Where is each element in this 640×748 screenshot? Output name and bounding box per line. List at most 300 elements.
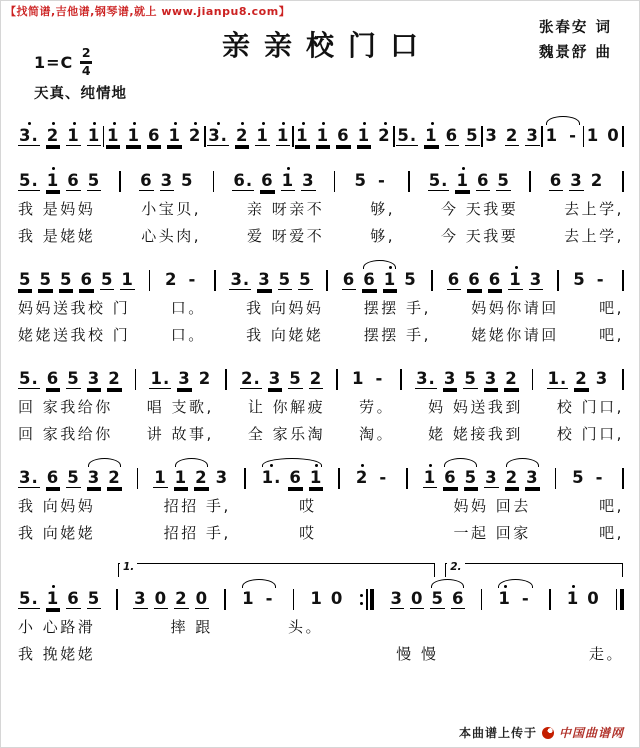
lyric-segment: 去上学, bbox=[564, 200, 624, 218]
lyric-row-verse-1 bbox=[18, 299, 624, 318]
measure bbox=[547, 369, 610, 389]
note: 5 bbox=[67, 369, 80, 388]
note: 1 bbox=[383, 270, 397, 289]
lyric-row-verse-1 bbox=[18, 200, 624, 219]
note: 2 bbox=[165, 270, 178, 289]
measure bbox=[571, 468, 607, 487]
barline-thin bbox=[622, 468, 624, 489]
barline-thin bbox=[119, 171, 121, 192]
volta-ending-label: 1. bbox=[120, 561, 137, 574]
repeat-dots bbox=[360, 594, 363, 605]
lyric-segment: 我 向妈妈 bbox=[246, 299, 324, 317]
expression-marking: 天真、纯情地 bbox=[34, 86, 127, 102]
lyric-segment: 吧, bbox=[599, 299, 624, 317]
measure bbox=[229, 270, 312, 290]
time-signature-denominator: 4 bbox=[81, 63, 91, 78]
barline-thin bbox=[204, 126, 206, 147]
barline bbox=[103, 126, 105, 147]
lyric-segment: 我 挽姥姥 bbox=[18, 645, 96, 663]
note: - bbox=[188, 270, 197, 289]
barline-thick bbox=[370, 589, 374, 610]
barline bbox=[583, 126, 585, 147]
barline bbox=[225, 369, 227, 390]
note: 1 bbox=[281, 171, 295, 190]
note: 3 bbox=[215, 468, 229, 487]
barline bbox=[532, 369, 534, 390]
barline bbox=[622, 369, 624, 390]
note: 3 bbox=[570, 171, 583, 190]
barline bbox=[336, 369, 338, 390]
measure bbox=[545, 126, 581, 145]
note: 1 bbox=[351, 369, 365, 388]
lyric-segment: 今 天我要 bbox=[440, 227, 519, 245]
note: 2 bbox=[575, 369, 588, 388]
barline bbox=[293, 589, 295, 610]
lyric-segment: 妈妈 回去 bbox=[453, 497, 531, 515]
lyric-segment: 招招 手, bbox=[163, 524, 231, 542]
note: 1 bbox=[357, 126, 371, 145]
barline-thin bbox=[149, 270, 151, 291]
note: 6. bbox=[233, 171, 254, 190]
note: - bbox=[379, 468, 388, 487]
note: 2 bbox=[195, 468, 208, 487]
lyric-segment: 让 你解疲 bbox=[247, 398, 326, 416]
barline bbox=[529, 171, 531, 192]
lyric-segment: 哎 bbox=[299, 524, 317, 542]
notation-row bbox=[18, 580, 624, 610]
measure bbox=[106, 126, 202, 146]
time-signature bbox=[80, 46, 92, 79]
note: 5 bbox=[87, 589, 101, 608]
note: 0 bbox=[330, 589, 344, 608]
site-name: 中国曲谱网 bbox=[558, 726, 624, 740]
barline-thin bbox=[225, 369, 227, 390]
barline bbox=[481, 589, 483, 610]
score-system bbox=[18, 162, 624, 246]
note: 6 bbox=[261, 171, 274, 190]
barline-thin bbox=[336, 369, 338, 390]
note: - bbox=[265, 589, 274, 608]
lyric-segment: 回 家我给你 bbox=[18, 425, 113, 443]
lyric-segment: 姥姥你请回 bbox=[471, 326, 559, 344]
barline bbox=[338, 468, 340, 489]
note: 2 bbox=[46, 126, 60, 145]
note: - bbox=[377, 171, 386, 190]
lyric-row-verse-1 bbox=[18, 398, 624, 417]
lyric-segment: 姥姥送我校 门 bbox=[18, 326, 131, 344]
barline-thin bbox=[481, 126, 483, 147]
note: 5 bbox=[59, 270, 73, 289]
barline bbox=[244, 468, 246, 489]
note: 3. bbox=[416, 369, 436, 388]
barline bbox=[213, 171, 215, 192]
barline-thin bbox=[532, 369, 534, 390]
footer bbox=[459, 724, 624, 741]
slur bbox=[497, 589, 533, 608]
barline bbox=[119, 171, 121, 192]
lyric-segment: 吧, bbox=[599, 497, 624, 515]
note: 5 bbox=[466, 126, 479, 145]
note: 1 bbox=[509, 270, 522, 289]
lyric-row-verse-2 bbox=[18, 524, 624, 543]
site-logo-icon bbox=[542, 727, 554, 739]
note: 1 bbox=[498, 589, 511, 608]
note: 5 bbox=[497, 171, 510, 190]
measure bbox=[353, 171, 389, 190]
measure bbox=[390, 589, 466, 609]
note: 6 bbox=[46, 468, 60, 487]
lyric-segment: 口。 bbox=[170, 326, 206, 344]
barline bbox=[557, 270, 559, 291]
volta-ending-bracket bbox=[445, 563, 623, 577]
note: 2 bbox=[188, 126, 202, 145]
barline bbox=[214, 270, 216, 291]
note: 6 bbox=[140, 171, 153, 190]
measure bbox=[415, 369, 519, 389]
note: 6 bbox=[488, 270, 502, 289]
measure bbox=[396, 126, 479, 146]
score-header bbox=[0, 0, 640, 102]
barline bbox=[224, 589, 226, 610]
note: 2 bbox=[108, 468, 121, 487]
note: 6 bbox=[549, 171, 563, 190]
note: 1 bbox=[67, 126, 80, 145]
measure bbox=[207, 126, 290, 146]
note: 3 bbox=[87, 468, 101, 487]
note: 2 bbox=[198, 369, 212, 388]
note: 1 bbox=[566, 589, 580, 608]
lyric-segment: 去上学, bbox=[564, 227, 624, 245]
credits bbox=[539, 16, 612, 66]
note: 3 bbox=[484, 369, 498, 388]
note: 1 bbox=[87, 126, 101, 145]
barline bbox=[481, 126, 483, 147]
lyric-row-verse-2 bbox=[18, 645, 624, 664]
note: 0 bbox=[411, 589, 424, 608]
note: 1 bbox=[46, 171, 60, 190]
measure bbox=[549, 171, 604, 191]
note: 3 bbox=[87, 369, 101, 388]
score-system bbox=[18, 117, 624, 147]
note: 2 bbox=[590, 171, 604, 190]
lyric-segment: 我 向姥姥 bbox=[18, 524, 96, 542]
note: 0 bbox=[195, 589, 209, 608]
lyric-segment: 哎 bbox=[299, 497, 317, 515]
lyric-row-verse-2 bbox=[18, 227, 624, 246]
notation-row bbox=[18, 360, 624, 390]
barline bbox=[204, 126, 206, 147]
measure bbox=[139, 171, 194, 191]
lyric-segment: 心头肉, bbox=[141, 227, 202, 245]
note: 5 bbox=[354, 171, 367, 190]
key-time-row bbox=[34, 46, 92, 79]
barline-thin bbox=[214, 270, 216, 291]
note: 1 bbox=[456, 171, 469, 190]
note: 0 bbox=[154, 589, 168, 608]
lyric-segment: 爱 呀爱不 bbox=[246, 227, 325, 245]
barline-thin bbox=[549, 589, 551, 610]
lyric-segment: 亲 呀亲不 bbox=[246, 200, 325, 218]
note: 1 bbox=[46, 589, 60, 608]
note: 6 bbox=[476, 171, 490, 190]
note: 3 bbox=[302, 171, 315, 190]
note: 6 bbox=[468, 270, 481, 289]
watermark-text: 【找简谱,吉他谱,钢琴谱,就上 www.jianpu8.com】 bbox=[5, 5, 291, 18]
note: 5. bbox=[19, 369, 39, 388]
lyric-segment: 口。 bbox=[170, 299, 206, 317]
note: - bbox=[595, 468, 604, 487]
slur bbox=[443, 468, 478, 488]
lyricist-credit: 张春安 词 bbox=[538, 20, 612, 36]
measure bbox=[133, 589, 209, 609]
note: 2 bbox=[235, 126, 249, 145]
lyric-segment: 小 心路滑 bbox=[18, 618, 96, 636]
note: 3 bbox=[529, 270, 543, 289]
lyric-row-verse-2 bbox=[18, 326, 624, 345]
measure bbox=[342, 270, 418, 290]
slur bbox=[362, 270, 397, 290]
lyric-segment: 摆摆 手, bbox=[363, 299, 431, 317]
barline-thin bbox=[334, 171, 336, 192]
note: 2 bbox=[309, 369, 323, 388]
note: 6 bbox=[337, 126, 350, 145]
volta-ending-label: 2. bbox=[447, 561, 464, 574]
note: 5 bbox=[289, 369, 302, 388]
note: 0 bbox=[587, 589, 600, 608]
note: 5 bbox=[39, 270, 52, 289]
barline bbox=[622, 126, 624, 147]
slur bbox=[430, 589, 465, 609]
measure bbox=[423, 468, 540, 488]
measure bbox=[586, 126, 621, 145]
barline-thin bbox=[224, 589, 226, 610]
note: 6 bbox=[80, 270, 93, 289]
lyric-segment: 全 家乐淘 bbox=[247, 425, 326, 443]
note: 2. bbox=[240, 369, 261, 388]
measure bbox=[18, 589, 101, 609]
lyric-segment: 我 是妈妈 bbox=[18, 200, 96, 218]
final-barline bbox=[616, 589, 624, 610]
note: 3 bbox=[526, 468, 539, 487]
note: 6 bbox=[451, 589, 465, 608]
measure bbox=[164, 270, 200, 289]
note: - bbox=[375, 369, 384, 388]
measure bbox=[232, 171, 315, 191]
lyric-segment: 今 天我要 bbox=[440, 200, 519, 218]
barline-thin bbox=[400, 369, 402, 390]
barline-thin bbox=[292, 126, 294, 147]
barline bbox=[326, 270, 328, 291]
barline-thin bbox=[622, 270, 624, 291]
barline-thin bbox=[622, 171, 624, 192]
measure bbox=[149, 369, 212, 389]
note: 1 bbox=[316, 126, 330, 145]
note: 5 bbox=[87, 171, 101, 190]
barline bbox=[541, 126, 543, 147]
barline bbox=[408, 171, 410, 192]
lyric-segment: 妈妈送我校 门 bbox=[18, 299, 131, 317]
barline bbox=[149, 270, 151, 291]
slur bbox=[545, 126, 581, 145]
measure bbox=[484, 126, 539, 146]
barline-thin bbox=[103, 126, 105, 147]
note: - bbox=[596, 270, 605, 289]
notation-row bbox=[18, 117, 624, 147]
note: 6 bbox=[46, 369, 60, 388]
lyric-segment: 走。 bbox=[588, 645, 624, 663]
measure bbox=[497, 589, 533, 608]
lyric-segment: 小宝贝, bbox=[141, 200, 202, 218]
barline-thin bbox=[116, 589, 118, 610]
barline-thin bbox=[583, 126, 585, 147]
note: 5. bbox=[397, 126, 418, 145]
measure bbox=[309, 589, 344, 608]
lyric-segment: 校 门口, bbox=[556, 398, 624, 416]
measure bbox=[351, 369, 387, 388]
barline-thin bbox=[326, 270, 328, 291]
upload-note: 本曲谱上传于 bbox=[458, 726, 537, 740]
volta-ending-bracket bbox=[118, 563, 435, 577]
lyric-segment: 吧, bbox=[599, 326, 624, 344]
lyric-segment: 摆摆 手, bbox=[363, 326, 431, 344]
lyric-segment: 头。 bbox=[288, 618, 324, 636]
note: 6 bbox=[444, 468, 457, 487]
note: 2 bbox=[108, 369, 121, 388]
note: 3 bbox=[485, 468, 498, 487]
note: 1 bbox=[586, 126, 600, 145]
note: 1 bbox=[106, 126, 120, 145]
lyric-segment: 够, bbox=[370, 200, 395, 218]
measure bbox=[355, 468, 391, 487]
barline-thin bbox=[244, 468, 246, 489]
repeat-barline bbox=[360, 589, 375, 610]
note: 1. bbox=[261, 468, 282, 487]
barline-thin bbox=[431, 270, 433, 291]
barline bbox=[116, 589, 118, 610]
note: 1 bbox=[423, 468, 437, 487]
lyric-segment: 够, bbox=[370, 227, 395, 245]
note: 6 bbox=[447, 270, 461, 289]
barline-thin bbox=[406, 468, 408, 489]
slur bbox=[261, 468, 324, 488]
note: 3 bbox=[390, 589, 403, 608]
measure bbox=[572, 270, 608, 289]
lyric-segment: 招招 手, bbox=[163, 497, 231, 515]
song-title: 亲亲校门口 bbox=[221, 29, 433, 62]
lyric-segment: 姥 姥接我到 bbox=[428, 425, 523, 443]
measure bbox=[18, 126, 101, 146]
note: 1 bbox=[121, 270, 134, 289]
note: 1 bbox=[425, 126, 438, 145]
note: 6 bbox=[147, 126, 161, 145]
lyric-segment: 我 是姥姥 bbox=[18, 227, 96, 245]
measure bbox=[18, 468, 122, 488]
score-system bbox=[18, 261, 624, 345]
lyric-segment: 校 门口, bbox=[556, 425, 624, 443]
note: 5 bbox=[278, 270, 292, 289]
note: 1. bbox=[150, 369, 171, 388]
note: 6 bbox=[445, 126, 459, 145]
barline-thin bbox=[408, 171, 410, 192]
time-signature-numerator: 2 bbox=[81, 45, 91, 60]
barline-thin bbox=[555, 468, 557, 489]
note: 1 bbox=[256, 126, 269, 145]
lyric-row-verse-1 bbox=[18, 618, 624, 637]
barline bbox=[622, 270, 624, 291]
barline-thin bbox=[481, 589, 483, 610]
barline bbox=[406, 468, 408, 489]
note: 3 bbox=[268, 369, 282, 388]
lyric-segment: 吧, bbox=[599, 524, 624, 542]
measure bbox=[18, 369, 122, 389]
note: 5 bbox=[100, 270, 114, 289]
note: 1 bbox=[154, 468, 167, 487]
slur bbox=[241, 589, 277, 608]
note: 2 bbox=[175, 589, 188, 608]
notation-row bbox=[18, 162, 624, 192]
note: 2 bbox=[505, 126, 519, 145]
barline-thin bbox=[541, 126, 543, 147]
measure bbox=[241, 589, 277, 608]
note: 1 bbox=[168, 126, 181, 145]
barline-thin bbox=[622, 126, 624, 147]
measure bbox=[428, 171, 511, 191]
note: 5 bbox=[464, 468, 478, 487]
note: 1 bbox=[127, 126, 140, 145]
note: 6 bbox=[342, 270, 356, 289]
barline bbox=[135, 369, 137, 390]
lyric-segment: 妈 妈送我到 bbox=[428, 398, 523, 416]
lyric-segment: 摔 跟 bbox=[170, 618, 213, 636]
note: 5. bbox=[19, 171, 39, 190]
note: 3. bbox=[230, 270, 251, 289]
note: 6 bbox=[289, 468, 302, 487]
barline-thin bbox=[135, 369, 137, 390]
note: 1 bbox=[276, 126, 290, 145]
lyric-segment: 讲 故事, bbox=[146, 425, 214, 443]
barline bbox=[137, 468, 139, 489]
note: 3. bbox=[208, 126, 228, 145]
note: 1 bbox=[296, 126, 309, 145]
note: 0 bbox=[607, 126, 620, 145]
note: 3. bbox=[19, 126, 39, 145]
lyric-segment: 一起 回家 bbox=[453, 524, 531, 542]
barline-thin bbox=[137, 468, 139, 489]
barline bbox=[393, 126, 395, 147]
score-system bbox=[18, 459, 624, 543]
note: 3 bbox=[443, 369, 457, 388]
note: 1 bbox=[309, 468, 323, 487]
note: 5. bbox=[428, 171, 449, 190]
note: 3 bbox=[526, 126, 539, 145]
notation-row bbox=[18, 261, 624, 291]
barline bbox=[400, 369, 402, 390]
note: 2 bbox=[505, 369, 518, 388]
barline-thick bbox=[620, 589, 624, 610]
note: 3 bbox=[258, 270, 271, 289]
note: 3 bbox=[595, 369, 609, 388]
note: 5. bbox=[19, 589, 39, 608]
barline bbox=[292, 126, 294, 147]
note: 6 bbox=[67, 589, 80, 608]
note: 3 bbox=[485, 126, 498, 145]
note: 2 bbox=[378, 126, 391, 145]
note: 1 bbox=[242, 589, 255, 608]
score-system bbox=[18, 563, 624, 664]
barline-thin bbox=[393, 126, 395, 147]
note: 2 bbox=[355, 468, 369, 487]
lyric-row-verse-1 bbox=[18, 497, 624, 516]
